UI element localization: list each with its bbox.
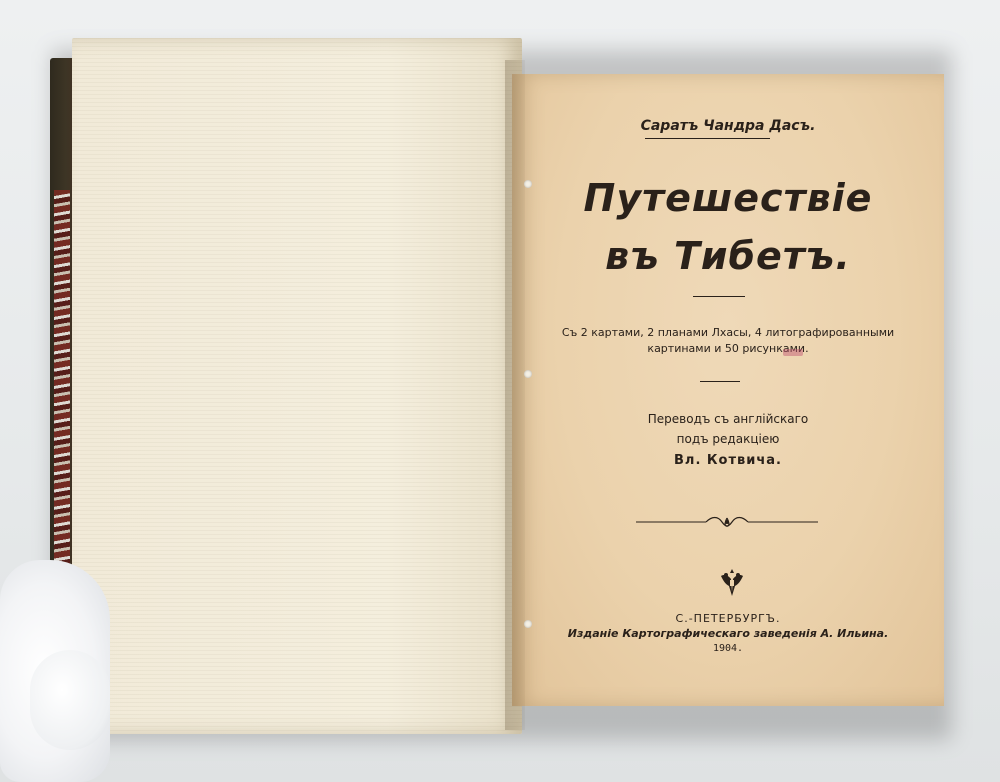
translation-line-2: подъ редакціею [676, 432, 780, 446]
book-title-line-2: въ Тибетъ. [605, 234, 851, 278]
author-name: Саратъ Чандра Дасъ. [640, 118, 816, 134]
editor-name: Вл. Котвича. [674, 453, 782, 468]
divider-rule [693, 296, 745, 297]
publication-city: С.-ПЕТЕРБУРГЪ. [675, 612, 781, 625]
divider-rule [700, 381, 740, 382]
white-glove-finger [30, 650, 110, 750]
author-underline [645, 138, 770, 139]
publisher-name: Изданіе Картографическаго заведенія А. Ильина. [567, 627, 889, 640]
subtitle-line-1: Съ 2 картами, 2 планами Лхасы, 4 литографированными [561, 326, 895, 339]
translation-line-1: Переводъ съ англійскаго [647, 412, 809, 426]
left-endpaper [72, 38, 522, 734]
double-headed-eagle-icon [717, 566, 747, 600]
subtitle-line-2: картинами и 50 рисунками. [647, 342, 809, 355]
book-title-line-1: Путешествіе [583, 176, 873, 220]
publication-year: 1904. [712, 643, 744, 654]
decorative-divider-icon [636, 514, 818, 530]
library-stamp [783, 349, 803, 356]
binding-hole [524, 370, 532, 378]
